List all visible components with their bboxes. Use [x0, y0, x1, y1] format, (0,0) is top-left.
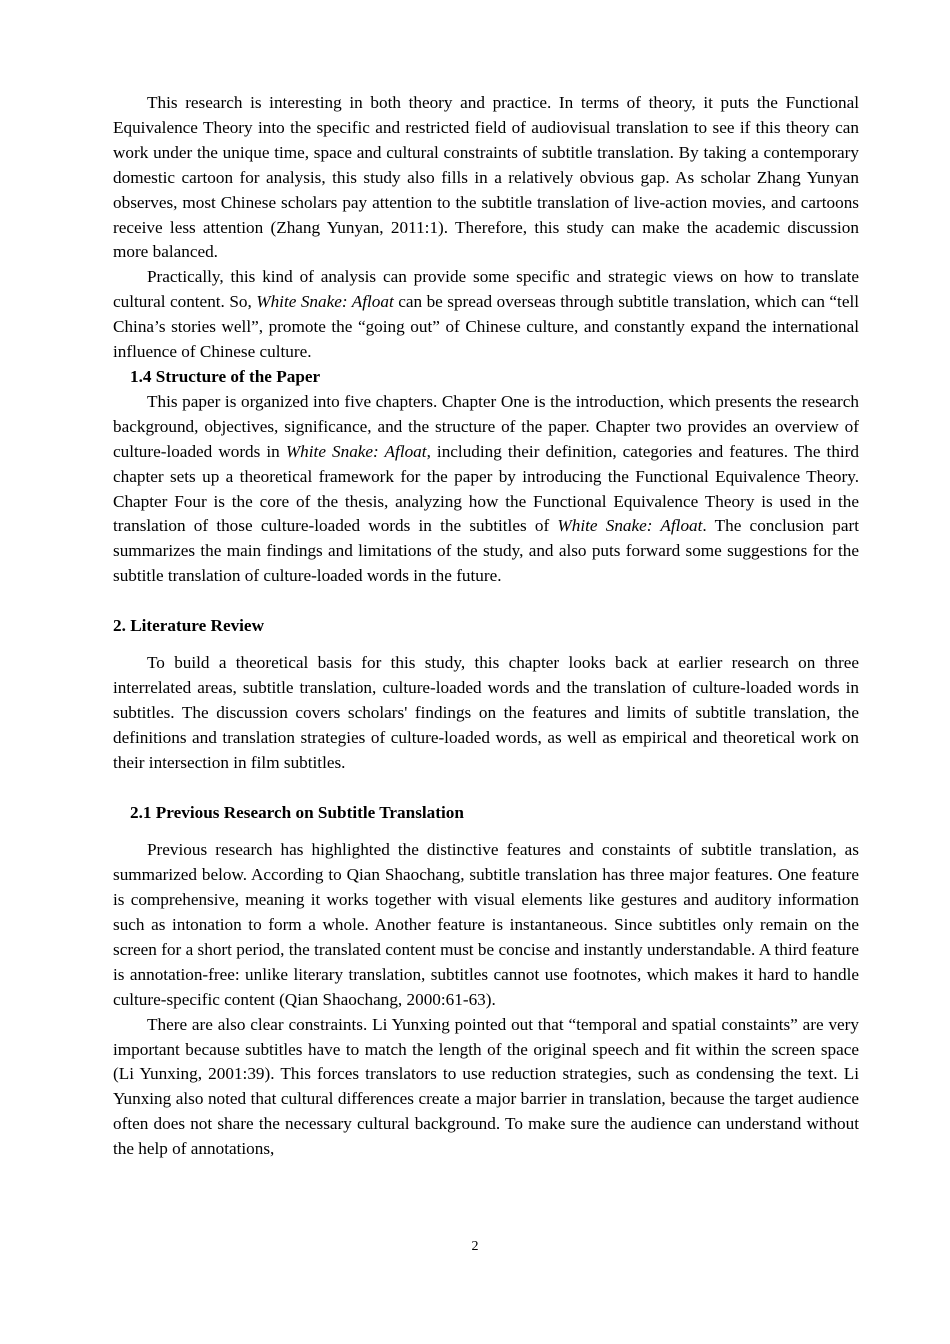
paragraph-subtitle-constraints: There are also clear constraints. Li Yunxing pointed out that “temporal and spatial constaints” are very important because subtitles have to match the length of the original speech and fit within the screen space (Li Yunxing, 2001:39). This forces translators to use reduction strategies, such as condensing the text. Li Yunxing also noted that cultural differences create a major barrier in translation, because the target audience often does not share the necessary cultural background. To make sure the audience can understand without the help of annotations,	[113, 1014, 859, 1159]
paragraph-structure	[113, 390, 859, 589]
paragraph-practical-significance	[113, 265, 859, 365]
spacer	[113, 639, 859, 652]
chapter-heading-literature-review: 2. Literature Review	[113, 616, 264, 636]
film-title: White Snake: Afloat	[285, 441, 427, 461]
document-page	[113, 91, 859, 1162]
text-run: . The conclusion part summarizes the main findings and limitations of the study, and also puts forward some suggestions for the subtitle translation of culture-loaded words in the future.	[113, 516, 859, 586]
text-run: can be spread overseas through subtitle translation, which can “tell China’s stories well”, promote the “going out” of Chinese culture, and constantly expand the international influence of Chinese culture.	[113, 292, 859, 362]
page-number: 2	[471, 1239, 479, 1254]
spacer	[113, 826, 859, 839]
section-heading-structure: 1.4 Structure of the Paper	[130, 366, 321, 386]
spacer	[113, 589, 859, 614]
film-title: White Snake: Afloat	[256, 292, 394, 312]
paragraph-literature-review-intro: To build a theoretical basis for this study, this chapter looks back at earlier research on three interrelated areas, subtitle translation, culture-loaded words and the translation of culture-loaded words in subtitles. The discussion covers scholars' findings on the features and limits of subtitle translation, the definitions and translation strategies of culture-loaded words, as well as empirical and theoretical work on their intersection in film subtitles.	[113, 653, 859, 773]
paragraph-subtitle-features: Previous research has highlighted the distinctive features and constaints of subtitle translation, as summarized below. According to Qian Shaochang, subtitle translation has three major features. One feature is comprehensive, meaning it works together with visual elements like gestures and auditory information such as intonation to form a whole. Another feature is instantaneous. Since subtitles only remain on the screen for a short period, the translated content must be concise and instantly understandable. A third feature is annotation-free: unlike literary translation, subtitles cannot use footnotes, which makes it hard to handle culture-specific content (Qian Shaochang, 2000:61-63).	[113, 840, 859, 1009]
text-run: This paper is organized into five chapters. Chapter One is the introduction, which presents the research background, objectives, significance, and the structure of the paper. Chapter two provides an overview of culture-loaded words in	[113, 391, 859, 461]
text-run: Practically, this kind of analysis can provide some specific and strategic views on how to translate cultural content. So,	[113, 267, 859, 312]
film-title: White Snake: Afloat	[557, 516, 703, 536]
paragraph-research-significance: This research is interesting in both theory and practice. In terms of theory, it puts the Functional Equivalence Theory into the specific and restricted field of audiovisual translation to see if this theory can work under the unique time, space and cultural constraints of subtitle translation. By taking a contemporary domestic cartoon for analysis, this study also fills in a relatively obvious gap. As scholar Zhang Yunyan observes, most Chinese scholars pay attention to the subtitle translation of live-action movies, and cartoons receive less attention (Zhang Yunyan, 2011:1). Therefore, this study can make the academic discussion more balanced.	[113, 93, 859, 262]
section-heading-previous-research: 2.1 Previous Research on Subtitle Translation	[130, 802, 464, 822]
text-run: , including their definition, categories and features. The third chapter sets up a theoretical framework for the paper by introducing the Functional Equivalence Theory. Chapter Four is the core of the thesis, analyzing how the Functional Equivalence Theory is used in the translation of those culture-loaded words in the subtitles of	[113, 441, 860, 536]
spacer	[113, 776, 859, 801]
